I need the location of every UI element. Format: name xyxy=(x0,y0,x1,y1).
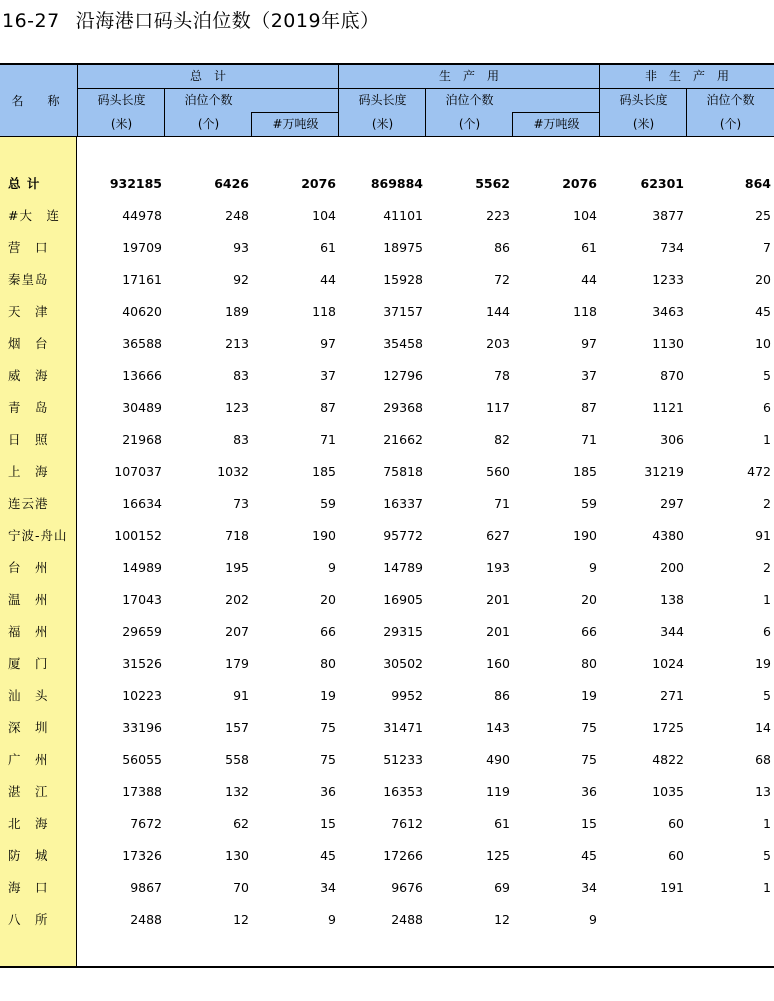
cell-nonprod-length: 870 xyxy=(660,368,684,383)
cell-prod-wanton: 75 xyxy=(581,720,597,735)
cell-prod-wanton: 66 xyxy=(581,624,597,639)
cell-total-berths: 83 xyxy=(233,432,249,447)
table-row xyxy=(0,840,774,872)
cell-total-length: 17043 xyxy=(122,592,162,607)
cell-prod-length: 7612 xyxy=(391,816,423,831)
cell-total-wanton: 2076 xyxy=(301,176,336,191)
cell-total-berths: 157 xyxy=(225,720,249,735)
header-total-berths-unit: (个) xyxy=(197,117,220,131)
cell-nonprod-length: 1233 xyxy=(652,272,684,287)
table-row xyxy=(0,360,774,392)
cell-prod-length: 14789 xyxy=(383,560,423,575)
table-row xyxy=(0,456,774,488)
cell-total-wanton: 75 xyxy=(320,720,336,735)
header-group-total: 总 计 xyxy=(189,69,226,83)
cell-total-berths: 70 xyxy=(233,880,249,895)
cell-nonprod-length: 271 xyxy=(660,688,684,703)
header-nonprod-berths-unit: (个) xyxy=(719,117,742,131)
cell-total-length: 17388 xyxy=(122,784,162,799)
header-total-wanton: #万吨级 xyxy=(272,117,319,131)
cell-nonprod-length: 1725 xyxy=(652,720,684,735)
cell-total-berths: 179 xyxy=(225,656,249,671)
cell-total-wanton: 104 xyxy=(312,208,336,223)
table-row xyxy=(0,712,774,744)
cell-prod-wanton: 185 xyxy=(573,464,597,479)
table-row xyxy=(0,616,774,648)
cell-nonprod-berths: 5 xyxy=(763,368,771,383)
cell-prod-wanton: 118 xyxy=(573,304,597,319)
header-divider xyxy=(251,112,339,113)
cell-prod-length: 75818 xyxy=(383,464,423,479)
port-name: 威 海 xyxy=(8,368,49,383)
header-total-berths: 泊位个数 xyxy=(184,93,233,107)
port-name: 总 计 xyxy=(8,176,41,191)
cell-total-length: 40620 xyxy=(122,304,162,319)
header-total-length: 码头长度 xyxy=(97,93,146,107)
cell-nonprod-length: 60 xyxy=(668,848,684,863)
port-name: #大 连 xyxy=(8,208,60,223)
cell-prod-wanton: 20 xyxy=(581,592,597,607)
cell-prod-berths: 203 xyxy=(486,336,510,351)
port-name: 深 圳 xyxy=(8,720,49,735)
cell-nonprod-berths: 472 xyxy=(747,464,771,479)
header-group-production: 生 产 用 xyxy=(438,69,499,83)
table-row xyxy=(0,904,774,936)
cell-nonprod-berths: 6 xyxy=(763,400,771,415)
cell-nonprod-berths: 6 xyxy=(763,624,771,639)
port-name: 厦 门 xyxy=(8,656,49,671)
port-name: 湛 江 xyxy=(8,784,49,799)
table-row xyxy=(0,552,774,584)
cell-prod-length: 41101 xyxy=(383,208,423,223)
cell-total-length: 2488 xyxy=(130,912,162,927)
cell-total-wanton: 87 xyxy=(320,400,336,415)
header-divider xyxy=(77,65,78,137)
cell-prod-wanton: 44 xyxy=(581,272,597,287)
port-name: 八 所 xyxy=(8,912,49,927)
cell-prod-wanton: 9 xyxy=(589,560,597,575)
table-row xyxy=(0,872,774,904)
table-row xyxy=(0,232,774,264)
cell-total-wanton: 97 xyxy=(320,336,336,351)
cell-total-berths: 91 xyxy=(233,688,249,703)
header-nonprod-length: 码头长度 xyxy=(619,93,668,107)
cell-total-wanton: 59 xyxy=(320,496,336,511)
cell-prod-length: 37157 xyxy=(383,304,423,319)
cell-nonprod-length: 62301 xyxy=(640,176,684,191)
cell-prod-berths: 201 xyxy=(486,624,510,639)
cell-prod-berths: 5562 xyxy=(475,176,510,191)
cell-total-wanton: 15 xyxy=(320,816,336,831)
header-divider xyxy=(425,89,426,137)
cell-nonprod-length: 1024 xyxy=(652,656,684,671)
cell-total-berths: 558 xyxy=(225,752,249,767)
table-row xyxy=(0,488,774,520)
cell-nonprod-length: 60 xyxy=(668,816,684,831)
header-divider xyxy=(78,88,774,89)
cell-prod-wanton: 19 xyxy=(581,688,597,703)
cell-prod-length: 35458 xyxy=(383,336,423,351)
cell-prod-length: 29315 xyxy=(383,624,423,639)
table-row xyxy=(0,776,774,808)
header-divider xyxy=(164,89,165,137)
cell-prod-wanton: 59 xyxy=(581,496,597,511)
cell-nonprod-berths: 1 xyxy=(763,880,771,895)
cell-prod-wanton: 36 xyxy=(581,784,597,799)
table-bottom-border xyxy=(0,966,774,968)
cell-prod-length: 95772 xyxy=(383,528,423,543)
cell-nonprod-berths: 1 xyxy=(763,592,771,607)
cell-nonprod-length: 1121 xyxy=(652,400,684,415)
header-divider xyxy=(599,65,600,137)
port-name: 广 州 xyxy=(8,752,49,767)
table-title: 沿海港口码头泊位数（2019年底） xyxy=(75,10,380,32)
port-name: 台 州 xyxy=(8,560,49,575)
cell-total-wanton: 185 xyxy=(312,464,336,479)
cell-nonprod-length: 191 xyxy=(660,880,684,895)
cell-nonprod-length: 200 xyxy=(660,560,684,575)
cell-total-wanton: 118 xyxy=(312,304,336,319)
cell-prod-wanton: 61 xyxy=(581,240,597,255)
cell-prod-berths: 69 xyxy=(494,880,510,895)
cell-total-length: 107037 xyxy=(114,464,162,479)
cell-total-length: 17326 xyxy=(122,848,162,863)
cell-prod-berths: 61 xyxy=(494,816,510,831)
table-row xyxy=(0,328,774,360)
header-divider xyxy=(686,89,687,137)
cell-total-berths: 123 xyxy=(225,400,249,415)
cell-total-length: 17161 xyxy=(122,272,162,287)
cell-prod-length: 9952 xyxy=(391,688,423,703)
cell-total-wanton: 75 xyxy=(320,752,336,767)
cell-prod-wanton: 2076 xyxy=(562,176,597,191)
port-name: 海 口 xyxy=(8,880,49,895)
cell-nonprod-berths: 7 xyxy=(763,240,771,255)
cell-prod-berths: 201 xyxy=(486,592,510,607)
port-name: 日 照 xyxy=(8,432,49,447)
table-row xyxy=(0,584,774,616)
cell-nonprod-length: 734 xyxy=(660,240,684,255)
cell-prod-berths: 72 xyxy=(494,272,510,287)
cell-prod-berths: 627 xyxy=(486,528,510,543)
cell-nonprod-berths: 1 xyxy=(763,432,771,447)
header-divider xyxy=(251,112,252,137)
cell-prod-berths: 193 xyxy=(486,560,510,575)
header-divider xyxy=(338,65,339,137)
table-row xyxy=(0,424,774,456)
cell-total-wanton: 34 xyxy=(320,880,336,895)
table-row xyxy=(0,200,774,232)
cell-total-wanton: 190 xyxy=(312,528,336,543)
cell-nonprod-berths: 5 xyxy=(763,688,771,703)
cell-total-wanton: 61 xyxy=(320,240,336,255)
cell-total-berths: 213 xyxy=(225,336,249,351)
cell-prod-length: 29368 xyxy=(383,400,423,415)
cell-prod-wanton: 104 xyxy=(573,208,597,223)
cell-nonprod-length: 344 xyxy=(660,624,684,639)
header-prod-length-unit: (米) xyxy=(371,117,394,131)
cell-prod-length: 12796 xyxy=(383,368,423,383)
port-name: 福 州 xyxy=(8,624,49,639)
cell-prod-length: 869884 xyxy=(370,176,423,191)
table-number: 16-27 xyxy=(2,10,60,32)
cell-total-length: 36588 xyxy=(122,336,162,351)
cell-total-berths: 248 xyxy=(225,208,249,223)
cell-nonprod-berths: 19 xyxy=(755,656,771,671)
cell-total-berths: 1032 xyxy=(217,464,249,479)
table-row xyxy=(0,744,774,776)
cell-prod-berths: 160 xyxy=(486,656,510,671)
header-nonprod-length-unit: (米) xyxy=(632,117,655,131)
cell-total-length: 31526 xyxy=(122,656,162,671)
cell-total-wanton: 44 xyxy=(320,272,336,287)
header-prod-berths-unit: (个) xyxy=(458,117,481,131)
cell-nonprod-length: 1035 xyxy=(652,784,684,799)
cell-total-length: 30489 xyxy=(122,400,162,415)
cell-total-wanton: 9 xyxy=(328,560,336,575)
header-prod-length: 码头长度 xyxy=(358,93,407,107)
cell-total-length: 56055 xyxy=(122,752,162,767)
cell-prod-wanton: 80 xyxy=(581,656,597,671)
table-row xyxy=(0,520,774,552)
cell-prod-berths: 117 xyxy=(486,400,510,415)
cell-total-berths: 132 xyxy=(225,784,249,799)
port-name: 秦皇岛 xyxy=(8,272,49,287)
cell-prod-berths: 144 xyxy=(486,304,510,319)
cell-total-length: 33196 xyxy=(122,720,162,735)
cell-prod-berths: 119 xyxy=(486,784,510,799)
cell-nonprod-length: 31219 xyxy=(644,464,684,479)
cell-nonprod-length: 3877 xyxy=(652,208,684,223)
cell-total-berths: 83 xyxy=(233,368,249,383)
port-name: 天 津 xyxy=(8,304,49,319)
port-name: 连云港 xyxy=(8,496,49,511)
cell-total-berths: 73 xyxy=(233,496,249,511)
cell-total-wanton: 45 xyxy=(320,848,336,863)
cell-total-wanton: 37 xyxy=(320,368,336,383)
cell-prod-wanton: 37 xyxy=(581,368,597,383)
cell-nonprod-berths: 864 xyxy=(744,176,771,191)
header-prod-wanton: #万吨级 xyxy=(533,117,580,131)
cell-prod-berths: 86 xyxy=(494,240,510,255)
port-name: 汕 头 xyxy=(8,688,49,703)
port-name: 上 海 xyxy=(8,464,49,479)
header-divider xyxy=(512,112,600,113)
cell-prod-berths: 125 xyxy=(486,848,510,863)
cell-nonprod-berths: 13 xyxy=(755,784,771,799)
cell-total-berths: 207 xyxy=(225,624,249,639)
cell-nonprod-berths: 25 xyxy=(755,208,771,223)
cell-total-wanton: 9 xyxy=(328,912,336,927)
table-row-total xyxy=(0,168,774,200)
port-name: 烟 台 xyxy=(8,336,49,351)
cell-total-length: 21968 xyxy=(122,432,162,447)
cell-prod-wanton: 97 xyxy=(581,336,597,351)
port-name: 营 口 xyxy=(8,240,49,255)
cell-prod-wanton: 15 xyxy=(581,816,597,831)
cell-total-length: 10223 xyxy=(122,688,162,703)
cell-total-length: 100152 xyxy=(114,528,162,543)
table-row xyxy=(0,808,774,840)
cell-prod-length: 30502 xyxy=(383,656,423,671)
cell-nonprod-length: 297 xyxy=(660,496,684,511)
table-row xyxy=(0,296,774,328)
cell-nonprod-length: 4380 xyxy=(652,528,684,543)
cell-nonprod-length: 1130 xyxy=(652,336,684,351)
cell-nonprod-length: 138 xyxy=(660,592,684,607)
cell-prod-length: 16337 xyxy=(383,496,423,511)
cell-nonprod-length: 3463 xyxy=(652,304,684,319)
table-row xyxy=(0,648,774,680)
cell-prod-length: 16905 xyxy=(383,592,423,607)
cell-prod-length: 31471 xyxy=(383,720,423,735)
cell-nonprod-berths: 2 xyxy=(763,496,771,511)
cell-prod-wanton: 75 xyxy=(581,752,597,767)
port-name: 温 州 xyxy=(8,592,49,607)
cell-prod-wanton: 34 xyxy=(581,880,597,895)
cell-nonprod-berths: 1 xyxy=(763,816,771,831)
table-row xyxy=(0,264,774,296)
cell-total-length: 19709 xyxy=(122,240,162,255)
port-name: 防 城 xyxy=(8,848,49,863)
cell-prod-wanton: 87 xyxy=(581,400,597,415)
cell-prod-berths: 560 xyxy=(486,464,510,479)
cell-total-length: 16634 xyxy=(122,496,162,511)
table-row xyxy=(0,680,774,712)
cell-nonprod-berths: 91 xyxy=(755,528,771,543)
header-total-length-unit: (米) xyxy=(110,117,133,131)
cell-nonprod-berths: 20 xyxy=(755,272,771,287)
cell-total-berths: 718 xyxy=(225,528,249,543)
cell-prod-berths: 78 xyxy=(494,368,510,383)
cell-prod-berths: 86 xyxy=(494,688,510,703)
cell-total-berths: 62 xyxy=(233,816,249,831)
cell-total-wanton: 36 xyxy=(320,784,336,799)
page-title xyxy=(2,6,380,33)
cell-prod-berths: 71 xyxy=(494,496,510,511)
header-group-nonproduction: 非 生 产 用 xyxy=(644,69,729,83)
cell-prod-wanton: 190 xyxy=(573,528,597,543)
cell-total-berths: 92 xyxy=(233,272,249,287)
cell-total-berths: 12 xyxy=(233,912,249,927)
cell-prod-berths: 12 xyxy=(494,912,510,927)
header-divider xyxy=(512,112,513,137)
cell-total-berths: 93 xyxy=(233,240,249,255)
cell-total-length: 14989 xyxy=(122,560,162,575)
table-header xyxy=(0,63,774,137)
cell-prod-length: 18975 xyxy=(383,240,423,255)
cell-total-wanton: 80 xyxy=(320,656,336,671)
header-prod-berths: 泊位个数 xyxy=(445,93,494,107)
cell-total-length: 13666 xyxy=(122,368,162,383)
cell-total-length: 7672 xyxy=(130,816,162,831)
cell-nonprod-berths: 5 xyxy=(763,848,771,863)
cell-total-berths: 202 xyxy=(225,592,249,607)
cell-prod-wanton: 45 xyxy=(581,848,597,863)
cell-prod-length: 51233 xyxy=(383,752,423,767)
cell-nonprod-berths: 10 xyxy=(755,336,771,351)
cell-prod-length: 2488 xyxy=(391,912,423,927)
cell-prod-wanton: 71 xyxy=(581,432,597,447)
cell-prod-berths: 143 xyxy=(486,720,510,735)
header-nonprod-berths: 泊位个数 xyxy=(706,93,755,107)
port-name: 北 海 xyxy=(8,816,49,831)
cell-total-berths: 195 xyxy=(225,560,249,575)
cell-total-berths: 189 xyxy=(225,304,249,319)
cell-nonprod-berths: 14 xyxy=(755,720,771,735)
cell-total-length: 44978 xyxy=(122,208,162,223)
cell-prod-length: 21662 xyxy=(383,432,423,447)
cell-prod-wanton: 9 xyxy=(589,912,597,927)
cell-prod-length: 17266 xyxy=(383,848,423,863)
cell-prod-berths: 82 xyxy=(494,432,510,447)
cell-total-length: 29659 xyxy=(122,624,162,639)
cell-total-wanton: 19 xyxy=(320,688,336,703)
cell-prod-berths: 223 xyxy=(486,208,510,223)
cell-total-berths: 6426 xyxy=(214,176,249,191)
cell-nonprod-berths: 45 xyxy=(755,304,771,319)
cell-total-wanton: 20 xyxy=(320,592,336,607)
cell-nonprod-berths: 2 xyxy=(763,560,771,575)
cell-prod-length: 15928 xyxy=(383,272,423,287)
table-row xyxy=(0,392,774,424)
cell-total-wanton: 66 xyxy=(320,624,336,639)
cell-total-berths: 130 xyxy=(225,848,249,863)
cell-prod-berths: 490 xyxy=(486,752,510,767)
port-name: 宁波-舟山 xyxy=(8,528,68,543)
cell-prod-length: 9676 xyxy=(391,880,423,895)
cell-nonprod-berths: 68 xyxy=(755,752,771,767)
port-name: 青 岛 xyxy=(8,400,49,415)
header-name-label: 名 称 xyxy=(11,94,66,108)
cell-total-length: 9867 xyxy=(130,880,162,895)
cell-total-length: 932185 xyxy=(109,176,162,191)
cell-nonprod-length: 306 xyxy=(660,432,684,447)
cell-nonprod-length: 4822 xyxy=(652,752,684,767)
cell-total-wanton: 71 xyxy=(320,432,336,447)
cell-prod-length: 16353 xyxy=(383,784,423,799)
